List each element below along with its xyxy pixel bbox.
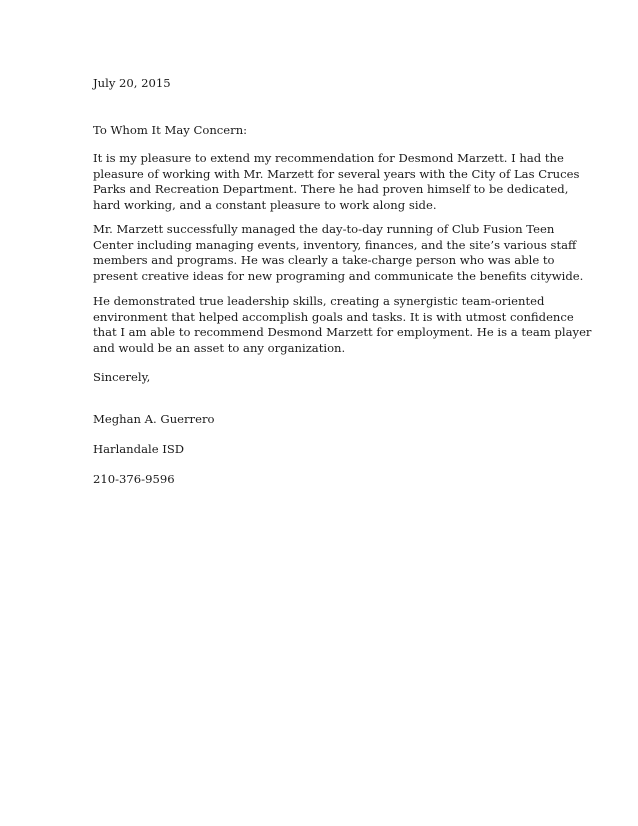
signer-name: Meghan A. Guerrero xyxy=(93,412,215,426)
paragraph-line: that I am able to recommend Desmond Marzett for employment. He is a team player xyxy=(93,325,592,339)
paragraph-1 xyxy=(93,151,579,213)
paragraph-line: environment that helped accomplish goals and tasks. It is with utmost confidence xyxy=(93,309,574,324)
paragraph-3 xyxy=(93,294,591,356)
paragraph-line: It is my pleasure to extend my recommendation for Desmond Marzett. I had the xyxy=(93,151,564,165)
salutation: To Whom It May Concern: xyxy=(93,123,248,137)
paragraph-line: hard working, and a constant pleasure to work along side. xyxy=(93,197,437,212)
paragraph-line: He demonstrated true leadership skills, creating a synergistic team-oriented xyxy=(93,294,545,308)
paragraph-line: and would be an asset to any organization. xyxy=(93,340,346,355)
paragraph-line: Center including managing events, inventory, finances, and the site’s various staff xyxy=(93,237,577,252)
paragraph-line: pleasure of working with Mr. Marzett for several years with the City of Las Cruces xyxy=(93,166,580,181)
paragraph-line: present creative ideas for new programing and communicate the benefits citywide. xyxy=(93,268,584,283)
paragraph-line: Parks and Recreation Department. There he had proven himself to be dedicated, xyxy=(93,182,569,196)
paragraph-line: members and programs. He was clearly a take-charge person who was able to xyxy=(93,253,555,267)
letter-date: July 20, 2015 xyxy=(93,76,171,90)
paragraph-2 xyxy=(93,222,583,284)
signer-phone: 210-376-9596 xyxy=(93,472,175,486)
paragraph-line: Mr. Marzett successfully managed the day-to-day running of Club Fusion Teen xyxy=(93,222,555,236)
signer-organization: Harlandale ISD xyxy=(93,442,185,456)
closing: Sincerely, xyxy=(93,370,151,384)
